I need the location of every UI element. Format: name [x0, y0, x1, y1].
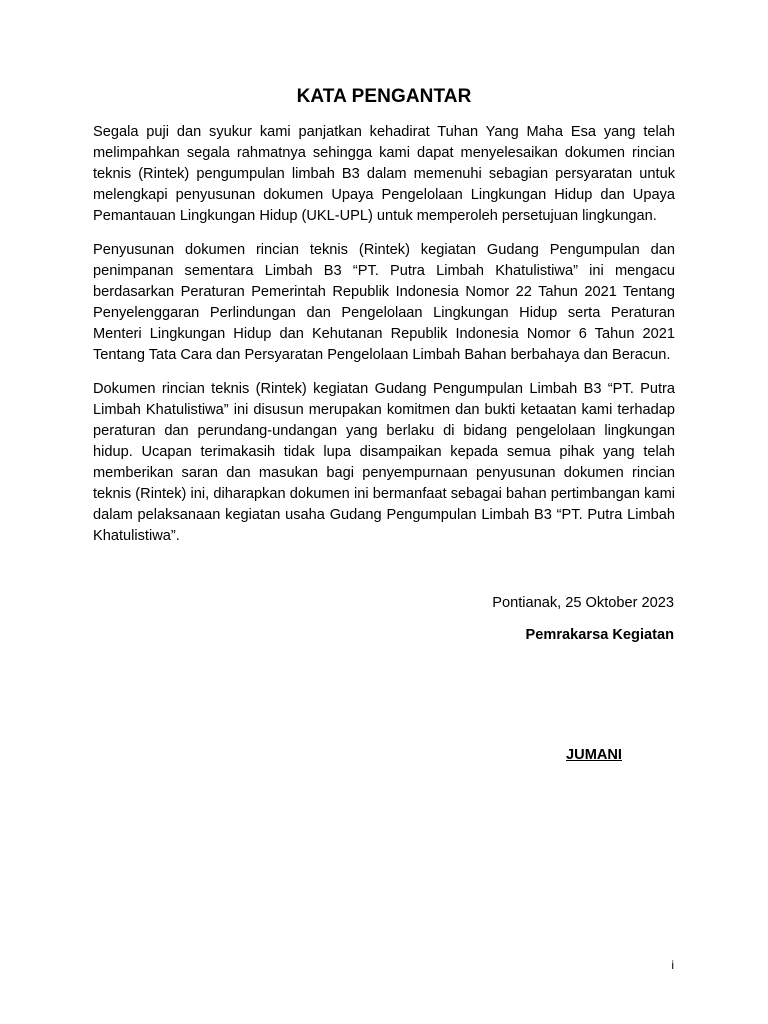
- paragraph-3: Dokumen rincian teknis (Rintek) kegiatan Gudang Pengumpulan Limbah B3 “PT. Putra Limbah Khatulistiwa” ini disusun merupakan komitmen dan bukti ketaatan kami terhadap peraturan dan perundang-undangan yang berlaku di bidang pengelolaan lingkungan hidup. Ucapan terimakasih tidak lupa disampaikan kepada semua pihak yang telah memberikan saran dan masukan bagi penyempurnaan penyusunan dokumen rincian teknis (Rintek) ini, diharapkan dokumen ini bermanfaat sebagai bahan pertimbangan kami dalam pelaksanaan kegiatan usaha Gudang Pengumpulan Limbah B3 “PT. Putra Limbah Khatulistiwa”.: [93, 381, 675, 544]
- page-title: KATA PENGANTAR: [296, 86, 472, 107]
- paragraph-2: Penyusunan dokumen rincian teknis (Rintek) kegiatan Gudang Pengumpulan dan penimpanan sementara Limbah B3 “PT. Putra Limbah Khatulistiwa” ini mengacu berdasarkan Peraturan Pemerintah Republik Indonesia Nomor 22 Tahun 2021 Tentang Penyelenggaran Perlindungan dan Pengelolaan Lingkungan Hidup serta Peraturan Menteri Lingkungan Hidup dan Kehutanan Republik Indonesia Nomor 6 Tahun 2021 Tentang Tata Cara dan Persyaratan Pengelolaan Limbah Bahan berbahaya dan Beracun.: [93, 242, 675, 363]
- paragraph-1: Segala puji dan syukur kami panjatkan kehadirat Tuhan Yang Maha Esa yang telah melimpahkan segala rahmatnya sehingga kami dapat menyelesaikan dokumen rincian teknis (Rintek) pengumpulan limbah B3 dalam memenuhi sebagian persyaratan untuk melengkapi penyusunan dokumen Upaya Pengelolaan Lingkungan Hidup dan Upaya Pemantauan Lingkungan Hidup (UKL-UPL) untuk memperoleh persetujuan lingkungan.: [93, 124, 675, 224]
- place-date: Pontianak, 25 Oktober 2023: [492, 595, 674, 611]
- page-number: i: [671, 958, 674, 972]
- signer-role: Pemrakarsa Kegiatan: [525, 627, 674, 643]
- body-text: [93, 122, 675, 560]
- signer-name: JUMANI: [566, 747, 622, 763]
